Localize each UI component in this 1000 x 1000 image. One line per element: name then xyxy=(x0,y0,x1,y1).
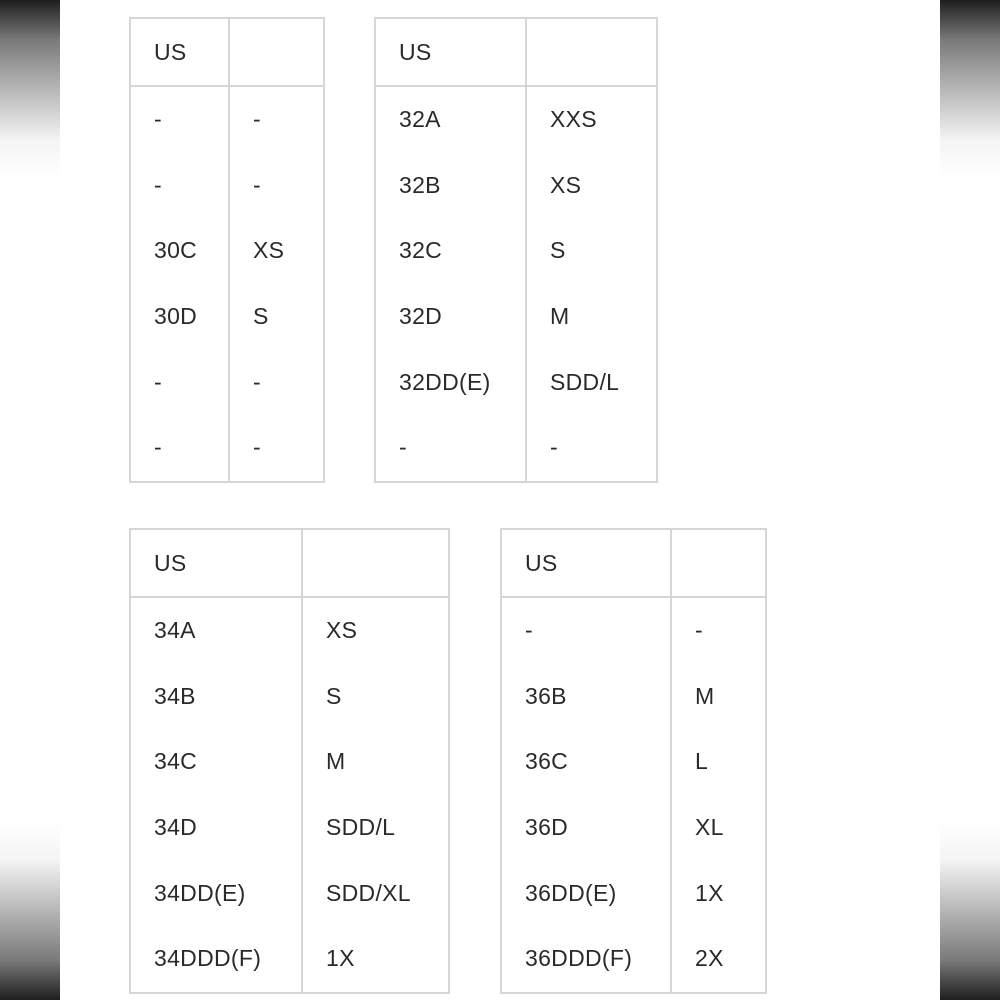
table-row xyxy=(130,795,449,861)
size-table-30 xyxy=(129,17,325,483)
table-row xyxy=(130,153,324,219)
header-cell-size xyxy=(526,18,657,86)
table-row xyxy=(375,218,657,284)
table-header-row xyxy=(375,18,657,86)
letter-size-cell: - xyxy=(671,597,766,664)
letter-size-cell: XS xyxy=(526,153,657,219)
us-size-cell: - xyxy=(130,86,229,153)
us-size-cell: - xyxy=(130,153,229,219)
letter-size-cell: - xyxy=(229,86,324,153)
letter-size-cell: S xyxy=(302,664,449,730)
table-row xyxy=(130,218,324,284)
letter-size-cell: - xyxy=(526,415,657,482)
table-row xyxy=(130,729,449,795)
header-cell-us: US xyxy=(130,18,229,86)
header-cell-us: US xyxy=(501,529,671,597)
header-cell-size xyxy=(229,18,324,86)
table-row xyxy=(130,86,324,153)
us-size-cell: 36DDD(F) xyxy=(501,926,671,993)
letter-size-cell: 2X xyxy=(671,926,766,993)
letter-size-cell: M xyxy=(302,729,449,795)
us-size-cell: 34C xyxy=(130,729,302,795)
us-size-cell: 34B xyxy=(130,664,302,730)
header-cell-us: US xyxy=(130,529,302,597)
table-row xyxy=(375,415,657,482)
letter-size-cell: 1X xyxy=(671,860,766,926)
table-header-row xyxy=(501,529,766,597)
table-row xyxy=(375,86,657,153)
table-row xyxy=(130,415,324,482)
letter-size-cell: S xyxy=(229,284,324,350)
us-size-cell: 36C xyxy=(501,729,671,795)
us-size-cell: 36D xyxy=(501,795,671,861)
table-header-row xyxy=(130,529,449,597)
table-row xyxy=(130,349,324,415)
size-table-34 xyxy=(129,528,450,994)
table-row xyxy=(501,926,766,993)
letter-size-cell: XXS xyxy=(526,86,657,153)
us-size-cell: 36B xyxy=(501,664,671,730)
table-row xyxy=(501,795,766,861)
header-cell-us: US xyxy=(375,18,526,86)
letter-size-cell: - xyxy=(229,415,324,482)
us-size-cell: 36DD(E) xyxy=(501,860,671,926)
us-size-cell: - xyxy=(501,597,671,664)
us-size-cell: 30C xyxy=(130,218,229,284)
us-size-cell: 30D xyxy=(130,284,229,350)
us-size-cell: 32A xyxy=(375,86,526,153)
us-size-cell: - xyxy=(130,415,229,482)
table-header-row xyxy=(130,18,324,86)
right-shadow-border xyxy=(940,0,1000,1000)
table-row xyxy=(130,926,449,993)
us-size-cell: 32B xyxy=(375,153,526,219)
table-row xyxy=(501,597,766,664)
letter-size-cell: SDD/L xyxy=(302,795,449,861)
letter-size-cell: M xyxy=(526,284,657,350)
letter-size-cell: L xyxy=(671,729,766,795)
letter-size-cell: S xyxy=(526,218,657,284)
us-size-cell: 32DD(E) xyxy=(375,349,526,415)
us-size-cell: 34A xyxy=(130,597,302,664)
us-size-cell: 34DD(E) xyxy=(130,860,302,926)
letter-size-cell: XS xyxy=(302,597,449,664)
table-row xyxy=(130,597,449,664)
letter-size-cell: XL xyxy=(671,795,766,861)
table-row xyxy=(501,860,766,926)
us-size-cell: 34DDD(F) xyxy=(130,926,302,993)
table-row xyxy=(375,349,657,415)
header-cell-size xyxy=(302,529,449,597)
left-shadow-border xyxy=(0,0,60,1000)
table-row xyxy=(501,664,766,730)
us-size-cell: 32D xyxy=(375,284,526,350)
us-size-cell: - xyxy=(130,349,229,415)
us-size-cell: 34D xyxy=(130,795,302,861)
table-row xyxy=(130,664,449,730)
size-table-32 xyxy=(374,17,658,483)
letter-size-cell: XS xyxy=(229,218,324,284)
letter-size-cell: SDD/XL xyxy=(302,860,449,926)
us-size-cell: 32C xyxy=(375,218,526,284)
size-table-36 xyxy=(500,528,767,994)
header-cell-size xyxy=(671,529,766,597)
table-row xyxy=(130,284,324,350)
us-size-cell: - xyxy=(375,415,526,482)
table-row xyxy=(375,153,657,219)
letter-size-cell: - xyxy=(229,153,324,219)
table-row xyxy=(501,729,766,795)
letter-size-cell: - xyxy=(229,349,324,415)
letter-size-cell: M xyxy=(671,664,766,730)
table-row xyxy=(130,860,449,926)
letter-size-cell: SDD/L xyxy=(526,349,657,415)
letter-size-cell: 1X xyxy=(302,926,449,993)
table-row xyxy=(375,284,657,350)
